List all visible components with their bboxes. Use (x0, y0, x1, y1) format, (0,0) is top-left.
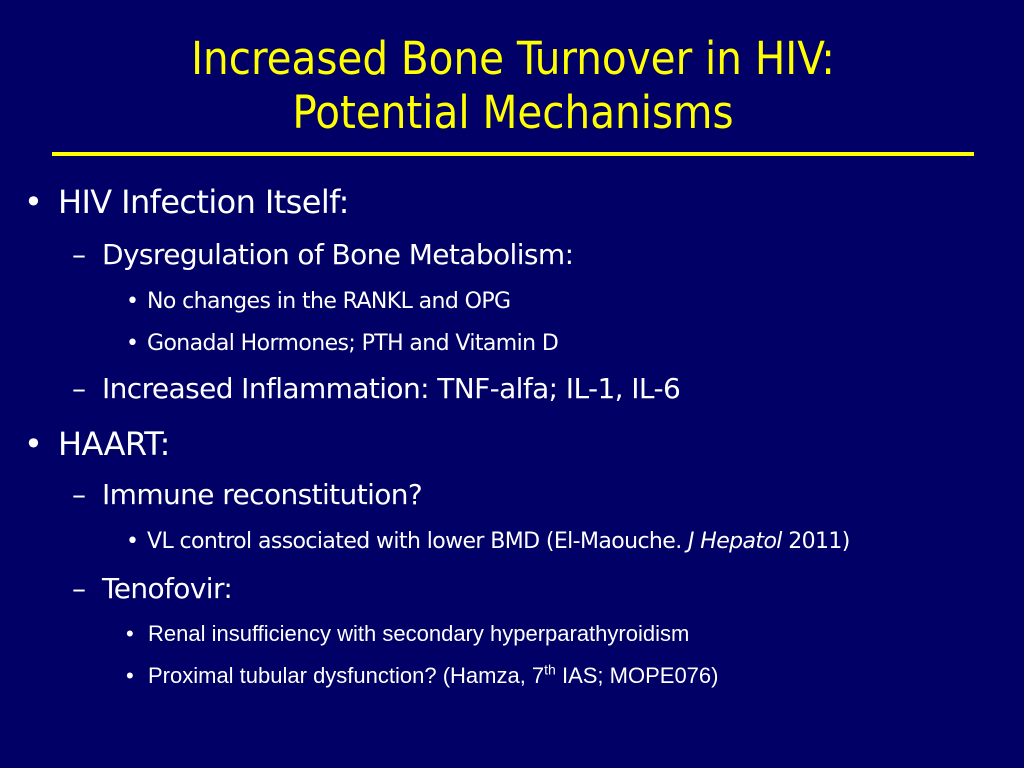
citation-year: 2011) (781, 529, 850, 554)
ordinal-suffix: th (544, 661, 556, 678)
bullet-text: No changes in the RANKL and OPG (147, 289, 511, 314)
bullet-text: HIV Infection Itself: (58, 183, 349, 221)
citation-text: IAS; MOPE076) (555, 663, 719, 688)
bullet-icon: • (24, 425, 43, 463)
bullet-text: Tenofovir: (102, 572, 233, 605)
dash-icon: – (72, 372, 86, 405)
bullet-text: Renal insufficiency with secondary hyperparathyroidism (148, 621, 690, 646)
dash-icon: – (72, 478, 86, 511)
bullet-icon: • (126, 529, 139, 554)
bullet-icon: • (126, 621, 134, 646)
title-line-2: Potential Mechanisms (292, 86, 734, 139)
bullet-text (148, 662, 718, 690)
dash-icon: – (72, 238, 86, 271)
bullet-text: Increased Inflammation: TNF-alfa; IL-1, IL-6 (102, 372, 681, 405)
title-line-1: Increased Bone Turnover in HIV: (191, 32, 835, 85)
bullet-text: Gonadal Hormones; PTH and Vitamin D (147, 331, 559, 356)
bullet-text: Dysregulation of Bone Metabolism: (102, 238, 574, 271)
citation-text: Proximal tubular dysfunction? (Hamza, 7 (148, 663, 545, 688)
journal-name: J Hepatol (688, 529, 782, 554)
bullet-icon: • (126, 331, 139, 356)
bullet-text: Immune reconstitution? (102, 478, 423, 511)
bullet-icon: • (126, 289, 139, 314)
bullet-icon: • (126, 663, 134, 688)
citation-text: VL control associated with lower BMD (El-Maouche. (147, 529, 689, 554)
bullet-text: HAART: (58, 425, 170, 463)
bullet-icon: • (24, 183, 43, 221)
bullet-text (147, 528, 850, 556)
dash-icon: – (72, 572, 86, 605)
